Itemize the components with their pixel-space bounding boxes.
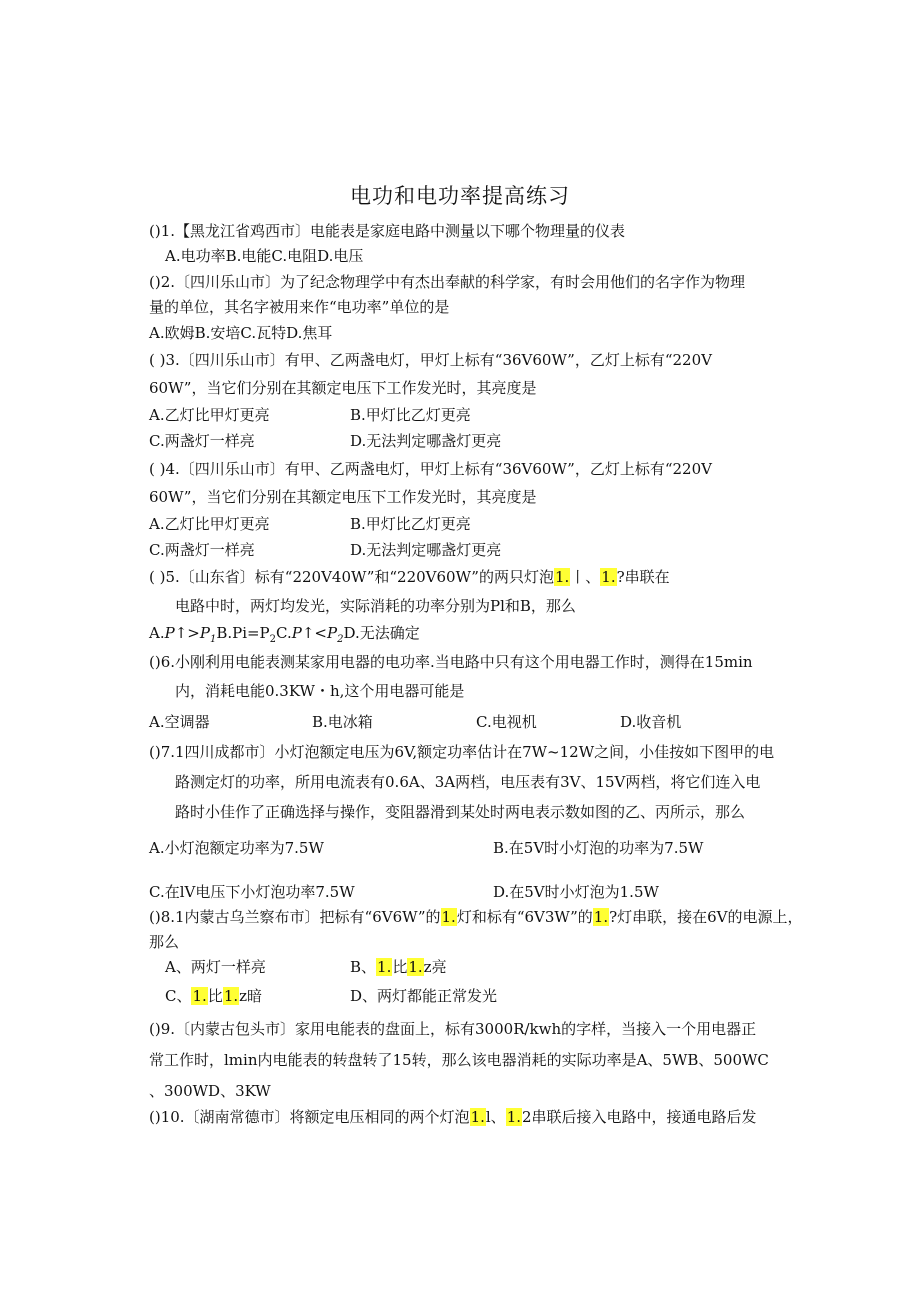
q5-stem-part2: 丨、 — [570, 568, 601, 586]
q6-stem: ()6.小刚利用电能表测某家用电器的电功率.当电路中只有这个用电器工作时，测得在15min — [149, 653, 753, 671]
q7-stem-cont2: 路时小佳作了正确选择与操作，变阻器滑到某处时两电表示数如图的乙、丙所示，那么 — [175, 803, 746, 821]
q1-options: A.电功率B.电能C.电阻D.电压 — [165, 247, 364, 265]
q8-option-b-highlight-2: 1. — [408, 958, 423, 976]
q2-stem-cont: 量的单位，其名字被用来作“电功率”单位的是 — [149, 298, 450, 316]
q3-option-a: A.乙灯比甲灯更亮 — [149, 406, 270, 424]
q4-option-b: B.甲灯比乙灯更亮 — [350, 515, 471, 533]
q8-stem-part2: 灯和标有“6V3W”的 — [456, 908, 593, 926]
q5-option-d: D.无法确定 — [343, 624, 420, 642]
q9-stem-cont2: 、300WD、3KW — [149, 1082, 271, 1100]
q3-stem: ( )3.〔四川乐山市〕有甲、乙两盏电灯，甲灯上标有“36V60W”，乙灯上标有“220V — [149, 351, 712, 369]
q5-option-a-math: P↑>P — [164, 624, 210, 642]
q8-option-c-highlight-2: 1. — [223, 987, 239, 1005]
q4-stem: ( )4.〔四川乐山市〕有甲、乙两盏电灯，甲灯上标有“36V60W”，乙灯上标有“220V — [149, 460, 712, 478]
q8-option-b-end: z亮 — [423, 958, 447, 976]
q8-option-c-end: z暗 — [239, 987, 263, 1005]
q6-option-c: C.电视机 — [476, 713, 537, 731]
q8-stem-part3: ?灯串联，接在6V的电源上， — [609, 908, 803, 926]
q8-option-c-highlight-1: 1. — [192, 987, 207, 1005]
q8-option-b-highlight-1: 1. — [377, 958, 392, 976]
q7-stem: ()7.1四川成都市〕小灯泡额定电压为6V,额定功率估计在7W~12W之间，小佳按如下图甲的电 — [149, 743, 775, 761]
q4-option-a: A.乙灯比甲灯更亮 — [149, 515, 270, 533]
q10-highlight-2: 1. — [506, 1108, 521, 1126]
q8-option-c — [165, 986, 262, 1006]
q4-option-c: C.两盏灯一样亮 — [149, 541, 255, 559]
q5-stem-part3: ?串联在 — [616, 568, 670, 586]
q8-option-c-text: 比 — [207, 987, 223, 1005]
q5-option-a-label: A. — [149, 624, 165, 642]
q3-stem-cont: 60W”，当它们分别在其额定电压下工作发光时，其亮度是 — [149, 379, 537, 397]
page-title: 电功和电功率提高练习 — [350, 184, 570, 208]
q8-highlight-1: 1. — [441, 908, 456, 926]
q5-stem-part1: ( )5.〔山东省〕标有“220V40W”和“220V60W”的两只灯泡 — [149, 568, 554, 586]
q7-option-a: A.小灯泡额定功率为7.5W — [149, 839, 324, 857]
q8-option-c-label: C、 — [165, 987, 192, 1005]
q6-stem-cont: 内，消耗电能0.3KW・h,这个用电器可能是 — [175, 682, 465, 700]
q5-highlight-2: 1. — [601, 568, 616, 586]
q8-option-d: D、两灯都能正常发光 — [350, 987, 498, 1005]
q4-stem-cont: 60W”，当它们分别在其额定电压下工作发光时，其亮度是 — [149, 488, 537, 506]
q10-stem — [149, 1107, 757, 1127]
q7-option-c: C.在lV电压下小灯泡功率7.5W — [149, 883, 355, 901]
q5-options: $A.P↑>P_1B.Pi=P_2C.P↑<P_2D$.无法确定 — [149, 624, 420, 645]
q8-option-b — [350, 957, 447, 977]
q1-stem: ()1.【黑龙江省鸡西市〕电能表是家庭电路中测量以下哪个物理量的仪表 — [149, 222, 626, 240]
q5-highlight-1: 1. — [554, 568, 570, 586]
q2-options: A.欧姆B.安培C.瓦特D.焦耳 — [149, 324, 333, 342]
q8-stem — [149, 907, 803, 927]
q7-option-b: B.在5V时小灯泡的功率为7.5W — [493, 839, 704, 857]
q8-highlight-2: 1. — [593, 908, 609, 926]
q10-stem-part3: 2串联后接入电路中，接通电路后发 — [522, 1108, 757, 1126]
q8-stem-cont: 那么 — [149, 933, 180, 951]
q6-option-b: B.电冰箱 — [312, 713, 373, 731]
q10-highlight-1: 1. — [470, 1108, 485, 1126]
q6-option-a: A.空调器 — [149, 713, 210, 731]
q3-option-d: D.无法判定哪盏灯更亮 — [350, 432, 502, 450]
q5-option-b-sub: 2 — [269, 634, 277, 645]
q5-option-c-sub: 2 — [337, 634, 344, 645]
q3-option-c: C.两盏灯一样亮 — [149, 432, 255, 450]
q9-stem-cont: 常工作时，lmin内电能表的转盘转了15转，那么该电器消耗的实际功率是A、5WB、500WC — [149, 1051, 769, 1069]
q8-option-a: A、两灯一样亮 — [165, 958, 266, 976]
q5-option-b: B.Pi=P — [216, 624, 270, 642]
q5-stem — [149, 567, 670, 587]
q5-stem-cont: 电路中时，两灯均发光，实际消耗的功率分别为Pl和B，那么 — [175, 597, 576, 615]
q5-option-c-label: C. — [276, 624, 292, 642]
q7-option-d: D.在5V时小灯泡为1.5W — [493, 883, 659, 901]
q10-stem-part2: l、 — [485, 1108, 506, 1126]
q10-stem-part1: ()10.〔湖南常德市〕将额定电压相同的两个灯泡 — [149, 1108, 470, 1126]
q5-option-c-math: P↑<P — [291, 624, 338, 642]
q8-stem-part1: ()8.1内蒙古乌兰察布市〕把标有“6V6W”的 — [149, 908, 441, 926]
q9-stem: ()9.〔内蒙古包头市〕家用电能表的盘面上，标有3000R/kwh的字样，当接入一个用电器正 — [149, 1020, 757, 1038]
q4-option-d: D.无法判定哪盏灯更亮 — [350, 541, 502, 559]
q8-option-b-label: B、 — [350, 958, 377, 976]
q2-stem: ()2.〔四川乐山市〕为了纪念物理学中有杰出奉献的科学家，有时会用他们的名字作为物理 — [149, 273, 746, 291]
q8-option-b-text: 比 — [392, 958, 408, 976]
q7-stem-cont: 路测定灯的功率，所用电流表有0.6A、3A两档，电压表有3V、15V两档，将它们连入电 — [175, 773, 761, 791]
q6-option-d: D.收音机 — [620, 713, 682, 731]
q3-option-b: B.甲灯比乙灯更亮 — [350, 406, 471, 424]
